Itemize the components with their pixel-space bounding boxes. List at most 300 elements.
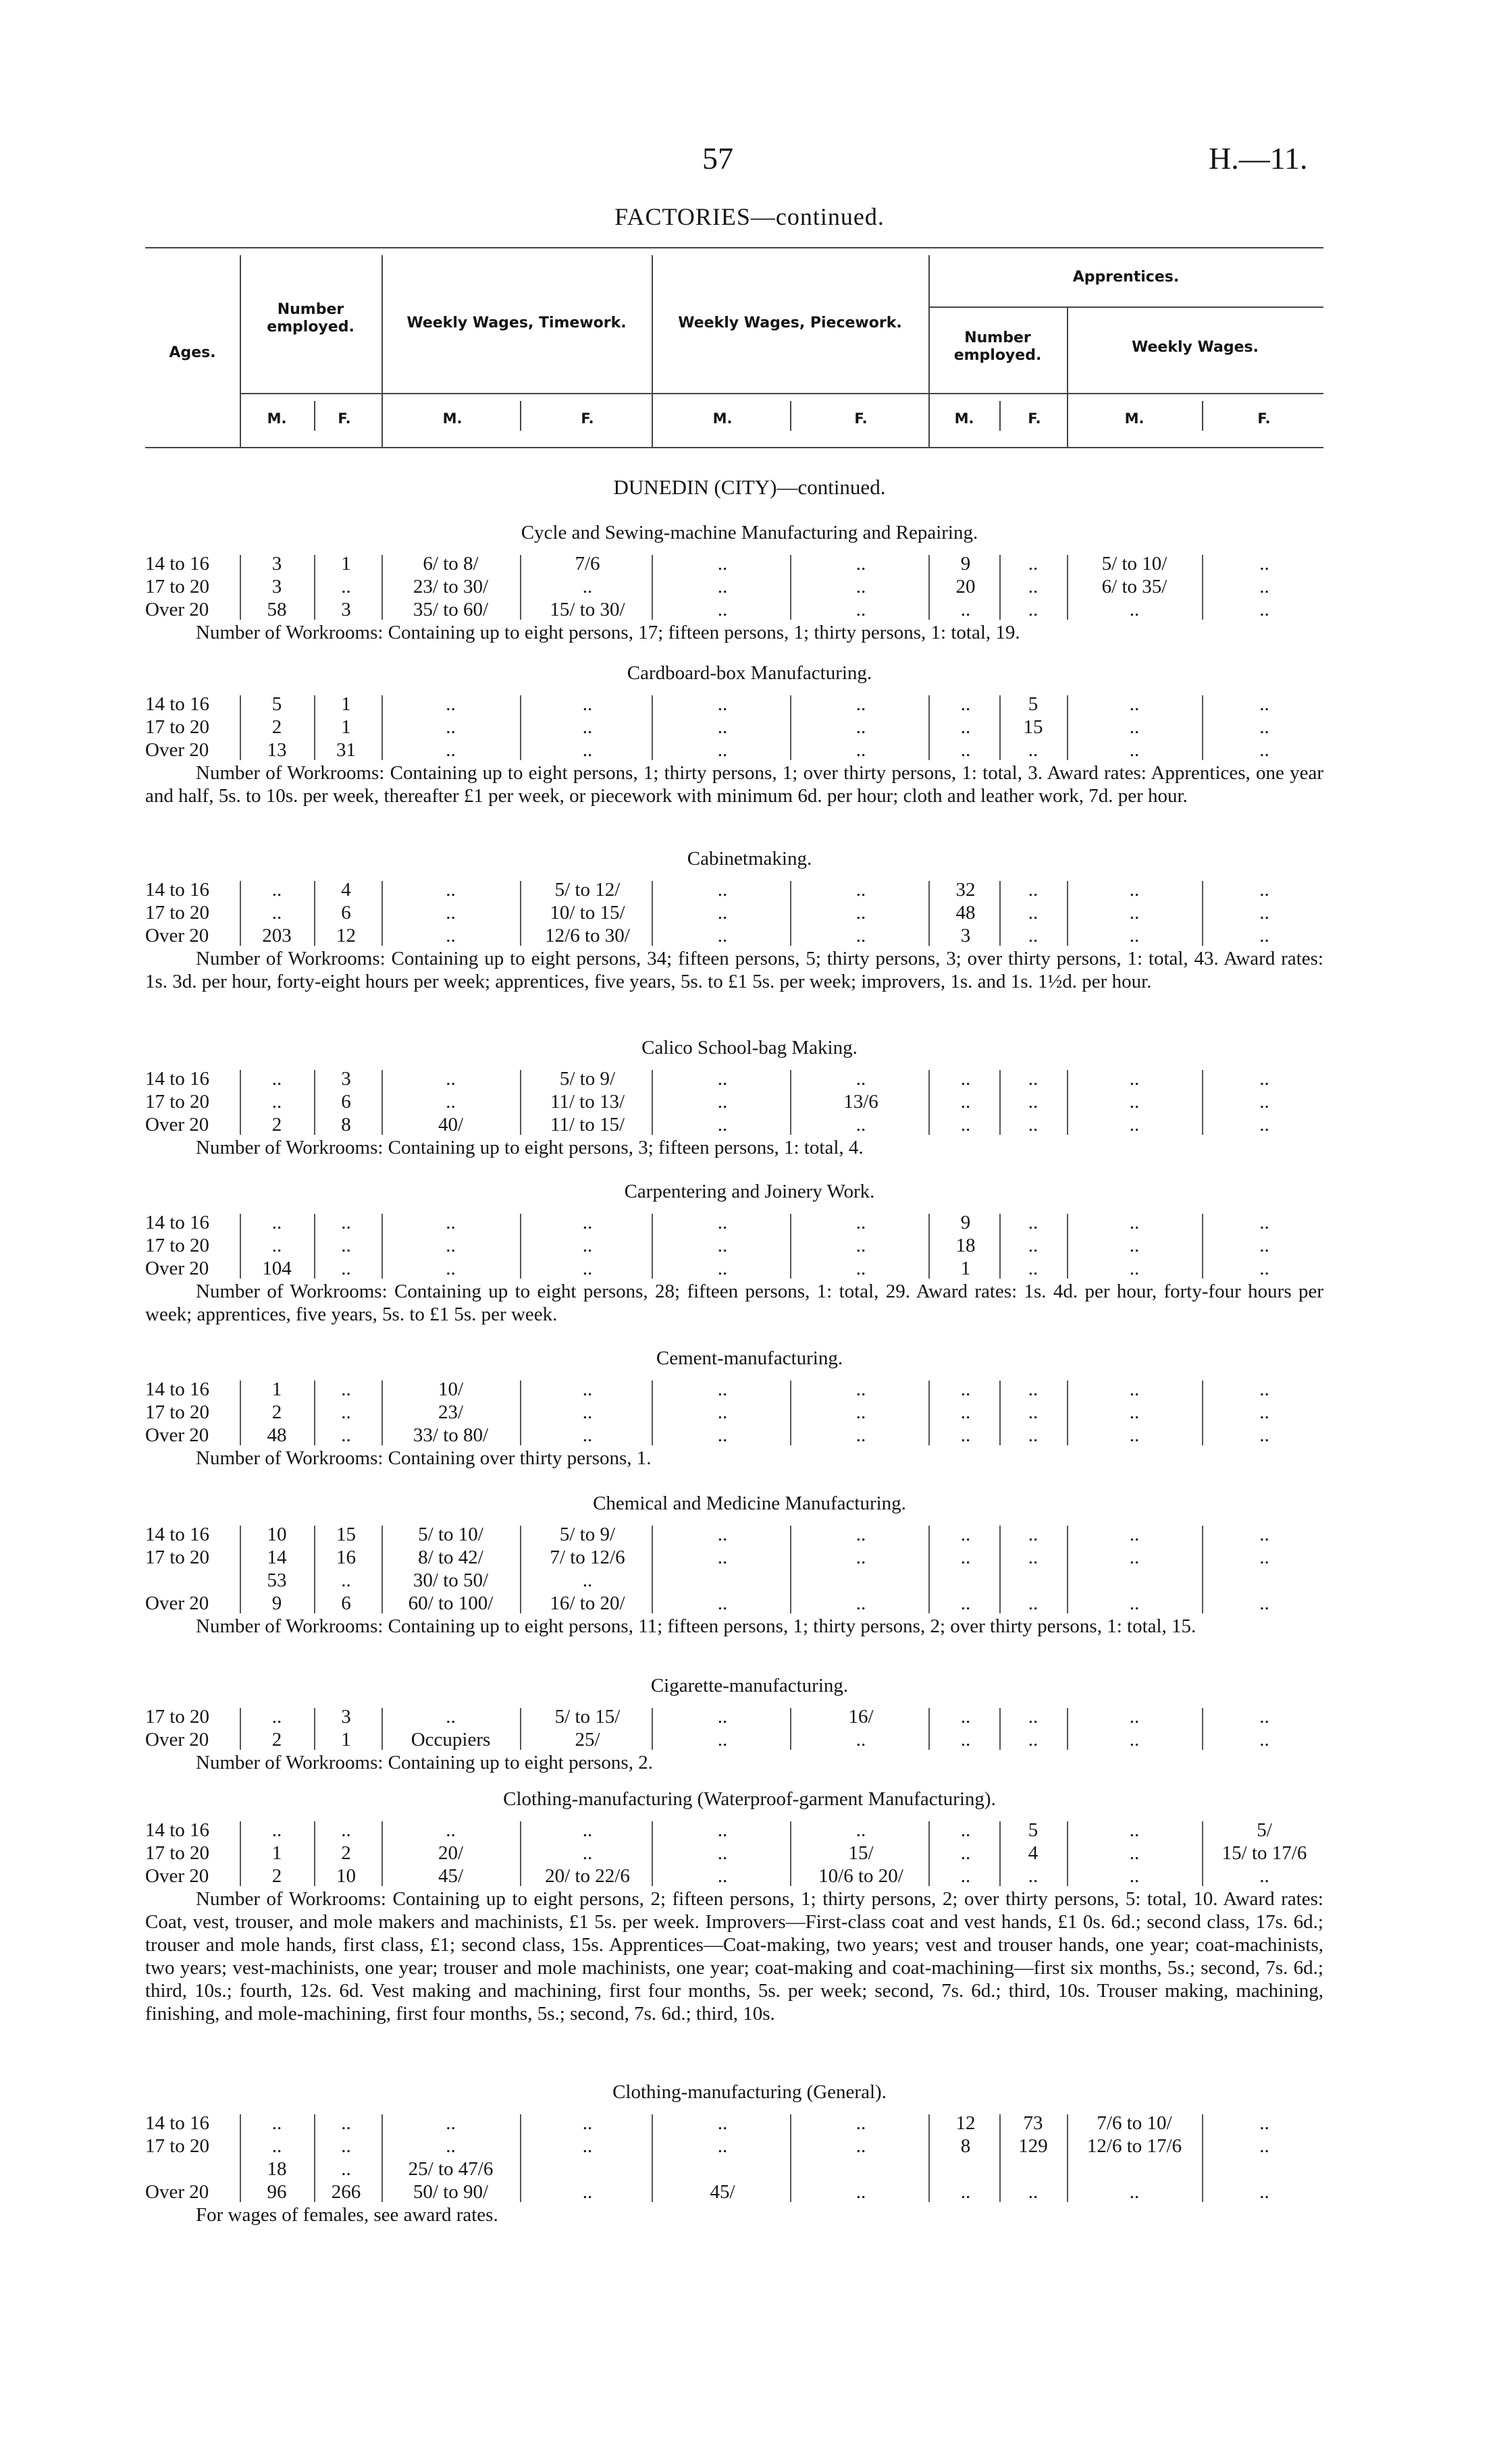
age-cell: Over 20 xyxy=(145,1865,209,1887)
table-cell: 3 xyxy=(341,1706,351,1728)
column-rule xyxy=(1202,2114,1203,2202)
column-rule xyxy=(520,555,521,620)
table-cell: .. xyxy=(341,1258,351,1279)
table-cell: .. xyxy=(1259,1235,1269,1256)
table-cell: .. xyxy=(271,1235,282,1256)
table-cell: 10/ to 15/ xyxy=(550,902,625,923)
table-row xyxy=(0,552,1499,575)
table-row xyxy=(0,901,1499,924)
column-rule xyxy=(314,695,315,760)
table-row xyxy=(0,1113,1499,1136)
col-timework: Weekly Wages, Timework. xyxy=(406,315,627,331)
table-cell: 60/ to 100/ xyxy=(408,1592,494,1614)
table-cell: 1 xyxy=(960,1258,971,1279)
column-rule xyxy=(382,1070,383,1135)
column-rule xyxy=(790,1070,791,1135)
column-rule xyxy=(928,1821,930,1886)
table-cell: .. xyxy=(717,1524,728,1545)
column-rule xyxy=(314,1070,315,1135)
column-rule xyxy=(314,1381,315,1445)
column-rule xyxy=(382,555,383,620)
table-cell: .. xyxy=(446,1091,456,1113)
age-cell: 14 to 16 xyxy=(145,1819,210,1841)
table-cell: 48 xyxy=(955,902,976,923)
table-cell: 16 xyxy=(336,1547,356,1568)
table-cell: .. xyxy=(717,1212,728,1233)
table-cell: .. xyxy=(1028,925,1038,946)
table-cell: 3 xyxy=(271,553,282,574)
table-cell: .. xyxy=(1259,1401,1269,1423)
table-cell: .. xyxy=(717,1401,728,1423)
table-cell: .. xyxy=(1129,1258,1140,1279)
table-cell: .. xyxy=(1129,739,1140,761)
table-cell: 5/ xyxy=(1257,1819,1272,1841)
table-cell: .. xyxy=(446,1235,456,1256)
table-cell: 25/ xyxy=(575,1729,600,1750)
age-cell: 14 to 16 xyxy=(145,1068,210,1090)
table-row xyxy=(0,739,1499,761)
table-cell: .. xyxy=(1028,1068,1038,1090)
table-cell: .. xyxy=(1259,1212,1269,1233)
table-cell: .. xyxy=(1129,1068,1140,1090)
table-cell: .. xyxy=(1259,2112,1269,2134)
table-cell: .. xyxy=(1129,1424,1140,1446)
table-cell: .. xyxy=(341,1570,351,1591)
table-cell: .. xyxy=(717,716,728,738)
table-cell: .. xyxy=(1129,925,1140,946)
table-cell: .. xyxy=(1259,576,1269,597)
col-app-wages: Weekly Wages. xyxy=(1132,339,1259,356)
table-cell: .. xyxy=(1259,925,1269,946)
column-rule xyxy=(1202,1214,1203,1279)
table-cell: .. xyxy=(960,1401,971,1423)
column-rule xyxy=(314,1526,315,1613)
column-rule xyxy=(790,1526,791,1613)
table-cell: .. xyxy=(582,1842,593,1864)
table-cell: .. xyxy=(582,1570,593,1591)
table-row xyxy=(0,1728,1499,1751)
col-m: M. xyxy=(442,410,463,427)
table-cell: .. xyxy=(1028,1235,1038,1256)
table-cell: .. xyxy=(271,2135,282,2157)
age-cell: 14 to 16 xyxy=(145,1524,210,1545)
table-cell: 48 xyxy=(267,1424,287,1446)
table-cell: .. xyxy=(856,1819,866,1841)
table-cell: .. xyxy=(271,1068,282,1090)
column-rule xyxy=(1202,555,1203,620)
table-cell: 14 xyxy=(267,1547,287,1568)
table-cell: .. xyxy=(1259,2181,1269,2203)
table-cell: 266 xyxy=(331,2181,361,2203)
age-cell: Over 20 xyxy=(145,925,209,946)
table-cell: .. xyxy=(1259,1547,1269,1568)
column-rule xyxy=(520,881,521,946)
column-rule xyxy=(240,555,241,620)
table-cell: .. xyxy=(1129,1592,1140,1614)
column-rule xyxy=(240,1821,241,1886)
table-cell: 20/ to 22/6 xyxy=(545,1865,630,1887)
column-rule xyxy=(652,695,653,760)
column-rule xyxy=(382,1526,383,1613)
age-cell: 17 to 20 xyxy=(145,716,210,738)
table-cell: .. xyxy=(1259,693,1269,715)
table-cell: .. xyxy=(582,1235,593,1256)
table-cell: 7/ to 12/6 xyxy=(550,1547,625,1568)
table-cell: .. xyxy=(856,2181,866,2203)
table-cell: 16/ xyxy=(848,1706,874,1728)
table-cell: .. xyxy=(1259,739,1269,761)
table-cell: 1 xyxy=(341,553,351,574)
column-rule xyxy=(240,1708,241,1750)
table-cell: .. xyxy=(1028,576,1038,597)
table-row xyxy=(0,1067,1499,1090)
column-rule xyxy=(999,555,1001,620)
table-cell: 58 xyxy=(267,599,287,620)
table-cell: .. xyxy=(717,576,728,597)
table-cell: .. xyxy=(1028,739,1038,761)
table-cell: 20/ xyxy=(438,1842,464,1864)
page-reference: H.—11. xyxy=(1209,141,1308,176)
table-cell: .. xyxy=(1028,879,1038,901)
age-cell: Over 20 xyxy=(145,1424,209,1446)
column-rule xyxy=(1067,2114,1068,2202)
table-cell: 1 xyxy=(271,1842,282,1864)
table-cell: .. xyxy=(1028,1212,1038,1233)
table-cell: .. xyxy=(1129,1212,1140,1233)
industry-title: Calico School-bag Making. xyxy=(641,1037,858,1059)
column-rule xyxy=(652,1381,653,1445)
table-cell: .. xyxy=(1129,716,1140,738)
table-cell: 73 xyxy=(1023,2112,1043,2134)
table-cell: 18 xyxy=(955,1235,976,1256)
table-cell: 5/ to 10/ xyxy=(1101,553,1167,574)
table-cell: 5/ to 12/ xyxy=(554,879,621,901)
table-cell: .. xyxy=(1028,1729,1038,1750)
table-cell: 5/ to 9/ xyxy=(559,1068,616,1090)
table-cell: .. xyxy=(717,1819,728,1841)
page-title: FACTORIES—continued. xyxy=(614,203,885,230)
col-m: M. xyxy=(1124,410,1145,427)
table-cell: .. xyxy=(960,1842,971,1864)
column-rule xyxy=(1202,1821,1203,1886)
column-rule xyxy=(652,1070,653,1135)
table-cell: .. xyxy=(1028,1258,1038,1279)
column-rule xyxy=(520,1070,521,1135)
table-cell: 45/ xyxy=(438,1865,464,1887)
table-cell: 23/ xyxy=(438,1401,464,1423)
table-cell: .. xyxy=(1259,1424,1269,1446)
column-rule xyxy=(928,1708,930,1750)
table-cell: 1 xyxy=(271,1378,282,1400)
table-cell: .. xyxy=(271,1091,282,1113)
column-rule xyxy=(520,1526,521,1613)
table-cell: 8 xyxy=(960,2135,971,2157)
table-cell: 13 xyxy=(267,739,287,761)
industry-title: Cardboard-box Manufacturing. xyxy=(627,662,872,684)
column-rule xyxy=(382,881,383,946)
table-cell: 8 xyxy=(341,1114,351,1135)
age-cell: Over 20 xyxy=(145,1258,209,1279)
table-cell: .. xyxy=(1259,879,1269,901)
table-cell: .. xyxy=(582,693,593,715)
table-cell: .. xyxy=(856,2112,866,2134)
age-cell: Over 20 xyxy=(145,2181,209,2203)
table-cell: .. xyxy=(717,925,728,946)
table-cell: .. xyxy=(960,1114,971,1135)
table-cell: .. xyxy=(341,2135,351,2157)
table-cell: .. xyxy=(1129,1729,1140,1750)
workrooms-note: Number of Workrooms: Containing up to eight persons, 28; fifteen persons, 1: total, 29. Award rates: 1s. 4d. per hour, forty-four hours per week; apprentices, five years, 5s. to £1 5s. per week. xyxy=(145,1281,1323,1325)
column-rule xyxy=(652,1708,653,1750)
workrooms-note: Number of Workrooms: Containing up to eight persons, 1; thirty persons, 1; over thirty persons, 1: total, 3. Award rates: Apprentices, one year and half, 5s. to 10s. per week, thereafter £1 per week, or piecework with minimum 6d. per hour; cloth and leather work, 7d. per hour. xyxy=(145,762,1323,807)
age-cell: 17 to 20 xyxy=(145,902,210,923)
table-cell: .. xyxy=(960,739,971,761)
table-cell: 5 xyxy=(1028,1819,1038,1841)
column-rule xyxy=(1202,1070,1203,1135)
table-row xyxy=(0,1211,1499,1234)
table-cell: 3 xyxy=(271,576,282,597)
table-row xyxy=(0,1378,1499,1401)
column-rule xyxy=(1067,1214,1068,1279)
column-rule xyxy=(382,1381,383,1445)
column-rule xyxy=(1067,881,1068,946)
column-rule xyxy=(240,2114,241,2202)
table-row xyxy=(0,693,1499,716)
table-cell: .. xyxy=(717,1378,728,1400)
column-rule xyxy=(314,1214,315,1279)
workrooms-note: Number of Workrooms: Containing up to eight persons, 17; fifteen persons, 1; thirty persons, 1: total, 19. xyxy=(196,622,1020,643)
table-cell: .. xyxy=(960,1729,971,1750)
section-title: DUNEDIN (CITY)—continued. xyxy=(613,475,886,499)
table-cell: .. xyxy=(1259,1524,1269,1545)
column-rule xyxy=(1067,695,1068,760)
industry-title: Cement-manufacturing. xyxy=(656,1347,843,1369)
col-m: M. xyxy=(267,410,287,427)
table-cell: .. xyxy=(271,902,282,923)
table-cell: .. xyxy=(1129,879,1140,901)
table-cell: .. xyxy=(856,1378,866,1400)
column-rule xyxy=(790,695,791,760)
column-rule xyxy=(1067,1381,1068,1445)
table-cell: 4 xyxy=(341,879,351,901)
table-cell: .. xyxy=(1259,1865,1269,1887)
table-row xyxy=(0,1705,1499,1728)
table-cell: .. xyxy=(341,2112,351,2134)
age-cell: 17 to 20 xyxy=(145,1706,210,1728)
table-row xyxy=(0,598,1499,621)
column-rule xyxy=(520,1708,521,1750)
table-cell: Occupiers xyxy=(411,1729,491,1750)
age-cell: Over 20 xyxy=(145,1592,209,1614)
table-cell: 12 xyxy=(336,925,356,946)
table-cell: .. xyxy=(1028,902,1038,923)
column-rule xyxy=(928,2114,930,2202)
column-rule xyxy=(382,695,383,760)
column-rule xyxy=(928,1070,930,1135)
table-cell: .. xyxy=(1259,1258,1269,1279)
table-row xyxy=(0,1234,1499,1257)
table-cell: .. xyxy=(341,1235,351,1256)
table-cell: .. xyxy=(271,879,282,901)
table-cell: .. xyxy=(717,1258,728,1279)
column-rule xyxy=(652,1526,653,1613)
table-cell: .. xyxy=(1129,1547,1140,1568)
column-rule xyxy=(240,1070,241,1135)
column-rule xyxy=(652,2114,653,2202)
column-rule xyxy=(790,555,791,620)
table-cell: .. xyxy=(1259,1114,1269,1135)
table-cell: .. xyxy=(582,1258,593,1279)
industry-title: Cabinetmaking. xyxy=(687,848,812,869)
col-f: F. xyxy=(1257,410,1271,427)
table-cell: .. xyxy=(960,2181,971,2203)
table-cell: .. xyxy=(717,739,728,761)
table-cell: .. xyxy=(717,902,728,923)
table-cell: .. xyxy=(856,1401,866,1423)
table-cell: .. xyxy=(1129,902,1140,923)
table-cell: 13/6 xyxy=(843,1091,878,1113)
table-cell: 2 xyxy=(271,1865,282,1887)
table-cell: .. xyxy=(1129,1865,1140,1887)
table-row xyxy=(0,575,1499,598)
column-rule xyxy=(999,1821,1001,1886)
column-rule xyxy=(240,881,241,946)
table-cell: 9 xyxy=(271,1592,282,1614)
age-cell: 14 to 16 xyxy=(145,1212,210,1233)
table-cell: .. xyxy=(856,1235,866,1256)
column-rule xyxy=(314,2114,315,2202)
table-cell: 11/ to 13/ xyxy=(550,1091,625,1113)
table-cell: .. xyxy=(1259,1378,1269,1400)
table-cell: .. xyxy=(856,925,866,946)
workrooms-note: Number of Workrooms: Containing up to eight persons, 3; fifteen persons, 1: total, 4. xyxy=(196,1137,864,1158)
table-cell: .. xyxy=(1129,1524,1140,1545)
table-cell: 5/ to 10/ xyxy=(418,1524,483,1545)
table-cell: .. xyxy=(1028,1114,1038,1135)
table-cell: .. xyxy=(446,1212,456,1233)
table-row xyxy=(0,1592,1499,1615)
table-cell: .. xyxy=(341,1819,351,1841)
table-cell: .. xyxy=(1129,1706,1140,1728)
table-cell: .. xyxy=(856,1212,866,1233)
workrooms-note: Number of Workrooms: Containing up to eight persons, 34; fifteen persons, 5; thirty persons, 3; over thirty persons, 1: total, 43. Award rates: 1s. 3d. per hour, forty-eight hours per week; apprentices, five years, 5s. to £1 5s. per week; improvers, 1s. and 1s. 1½d. per hour. xyxy=(145,948,1323,992)
table-cell: .. xyxy=(446,1819,456,1841)
table-cell: .. xyxy=(960,1706,971,1728)
table-cell: .. xyxy=(717,1706,728,1728)
table-cell: 5/ to 15/ xyxy=(554,1706,621,1728)
table-cell: 2 xyxy=(271,1401,282,1423)
table-cell: .. xyxy=(341,2158,351,2180)
column-rule xyxy=(652,881,653,946)
table-cell: 45/ xyxy=(710,2181,735,2203)
table-cell: .. xyxy=(717,1547,728,1568)
col-f: F. xyxy=(854,410,868,427)
table-row xyxy=(0,1523,1499,1546)
table-row xyxy=(0,1401,1499,1424)
table-cell: .. xyxy=(446,1706,456,1728)
age-cell: 17 to 20 xyxy=(145,576,210,597)
table-cell: 5 xyxy=(271,693,282,715)
table-cell: .. xyxy=(446,1258,456,1279)
industry-title: Clothing-manufacturing (Waterproof-garment Manufacturing). xyxy=(503,1788,996,1810)
table-cell: .. xyxy=(960,1819,971,1841)
table-row xyxy=(0,1090,1499,1113)
column-rule xyxy=(520,1214,521,1279)
table-cell: .. xyxy=(1129,2181,1140,2203)
table-cell: .. xyxy=(1028,553,1038,574)
table-cell: .. xyxy=(446,693,456,715)
table-cell: .. xyxy=(960,1524,971,1545)
table-cell: 23/ to 30/ xyxy=(413,576,489,597)
table-cell: 9 xyxy=(960,553,971,574)
col-piecework: Weekly Wages, Piecework. xyxy=(678,315,902,331)
column-rule xyxy=(999,1070,1001,1135)
table-cell: .. xyxy=(717,2135,728,2157)
workrooms-note: Number of Workrooms: Containing over thirty persons, 1. xyxy=(196,1447,652,1469)
column-rule xyxy=(1067,1526,1068,1613)
column-rule xyxy=(790,881,791,946)
table-row xyxy=(0,878,1499,901)
table-cell: .. xyxy=(1259,1729,1269,1750)
table-cell: 104 xyxy=(262,1258,292,1279)
table-cell: .. xyxy=(1259,1068,1269,1090)
table-cell: .. xyxy=(717,599,728,620)
table-cell: .. xyxy=(446,879,456,901)
table-cell: .. xyxy=(856,1592,866,1614)
table-cell: 6 xyxy=(341,1091,351,1113)
column-rule xyxy=(1067,555,1068,620)
table-cell: .. xyxy=(856,1547,866,1568)
table-cell: .. xyxy=(1129,1378,1140,1400)
table-cell: .. xyxy=(856,1114,866,1135)
table-cell: 2 xyxy=(271,1114,282,1135)
table-cell: .. xyxy=(960,1068,971,1090)
industry-title: Cigarette-manufacturing. xyxy=(650,1675,849,1696)
table-cell: .. xyxy=(856,1258,866,1279)
table-cell: .. xyxy=(341,1401,351,1423)
table-cell: .. xyxy=(717,693,728,715)
table-cell: 1 xyxy=(341,693,351,715)
age-cell: 17 to 20 xyxy=(145,1401,210,1423)
table-cell: 6 xyxy=(341,902,351,923)
table-cell: .. xyxy=(582,1378,593,1400)
table-row xyxy=(0,1257,1499,1280)
table-cell: .. xyxy=(582,1424,593,1446)
table-cell: .. xyxy=(446,902,456,923)
column-rule xyxy=(1202,1708,1203,1750)
column-rule xyxy=(999,1214,1001,1279)
column-rule xyxy=(1202,1526,1203,1613)
table-cell: .. xyxy=(717,1424,728,1446)
table-row xyxy=(0,716,1499,739)
age-cell: 14 to 16 xyxy=(145,1378,210,1400)
table-cell: .. xyxy=(856,576,866,597)
table-cell: .. xyxy=(960,1091,971,1113)
col-number-employed: Number employed. xyxy=(267,301,354,336)
age-cell: Over 20 xyxy=(145,599,209,620)
table-cell: .. xyxy=(717,553,728,574)
column-rule xyxy=(790,2114,791,2202)
table-cell: .. xyxy=(582,716,593,738)
column-rule xyxy=(790,1821,791,1886)
table-cell: 31 xyxy=(336,739,356,761)
age-cell: 14 to 16 xyxy=(145,553,210,574)
table-cell: 6/ to 35/ xyxy=(1101,576,1167,597)
age-cell: Over 20 xyxy=(145,1729,209,1750)
table-cell: .. xyxy=(960,693,971,715)
column-rule xyxy=(382,1708,383,1750)
table-cell: 3 xyxy=(341,1068,351,1090)
